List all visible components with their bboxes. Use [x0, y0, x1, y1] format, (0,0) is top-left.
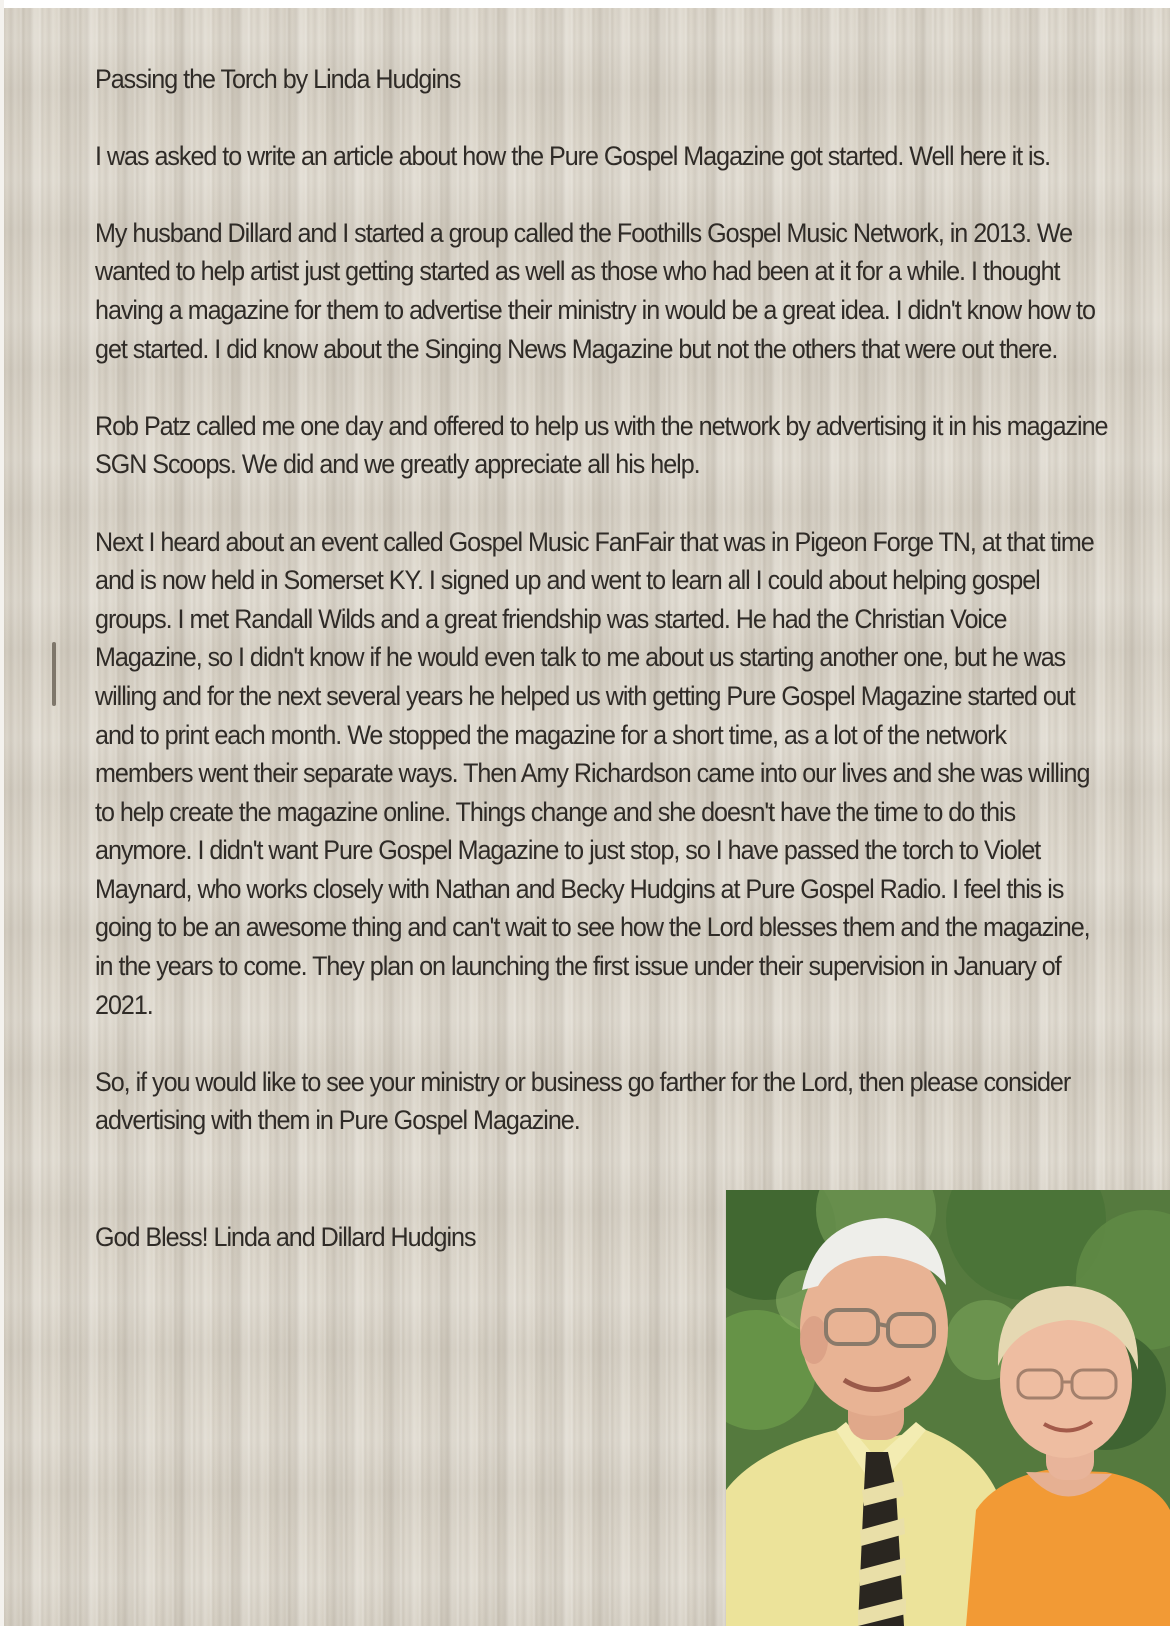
article-paragraph: Next I heard about an event called Gospel Music FanFair that was in Pigeon Forge TN, at that time and is now held in Somerset KY. I signed up and went to learn all I could about helping gospel groups. I met Randall Wilds and a great friendship was started. He had the Christian Voice Magazine, so I didn't know if he would even talk to me about us starting another one, but he was willing and for the next several years he helped us with getting Pure Gospel Magazine started out and to print each month. We stopped the magazine for a short time, as a lot of the network members went their separate ways. Then Amy Richardson came into our lives and she was willing to help create the magazine online. Things change and she doesn't have the time to do this anymore. I didn't want Pure Gospel Magazine to just stop, so I have passed the torch to Violet Maynard, who works closely with Nathan and Becky Hudgins at Pure Gospel Radio. I feel this is going to be an awesome thing and can't wait to see how the Lord blesses them and the magazine, in the years to come. They plan on launching the first issue under their supervision in January of 2021. [95, 526, 1094, 1020]
couple-photo-illustration [726, 1190, 1170, 1626]
couple-photo [726, 1190, 1170, 1626]
page-top-edge [0, 0, 1170, 8]
page-left-edge [0, 0, 4, 1626]
article-signoff: God Bless! Linda and Dillard Hudgins [95, 1222, 476, 1253]
article-paragraph: Rob Patz called me one day and offered to help us with the network by advertising it in his magazine SGN Scoops. We did and we greatly appreciate all his help. [95, 410, 1108, 480]
article-title: Passing the Torch by Linda Hudgins [95, 64, 461, 94]
article-paragraph: My husband Dillard and I started a group called the Foothills Gospel Music Network, in 2013. We wanted to help artist just getting started as well as those who had been at it for a while. I thought having a magazine for them to advertise their ministry in would be a great idea. I didn't know how to get started. I did know about the Singing News Magazine but not the others that were out there. [95, 217, 1095, 364]
article-paragraph: I was asked to write an article about how the Pure Gospel Magazine got started. Well here it is. [95, 140, 1051, 171]
article-body [95, 60, 1109, 1295]
article-paragraph: So, if you would like to see your ministry or business go farther for the Lord, then please consider advertising with them in Pure Gospel Magazine. [95, 1066, 1071, 1136]
scratch-mark [52, 642, 56, 706]
